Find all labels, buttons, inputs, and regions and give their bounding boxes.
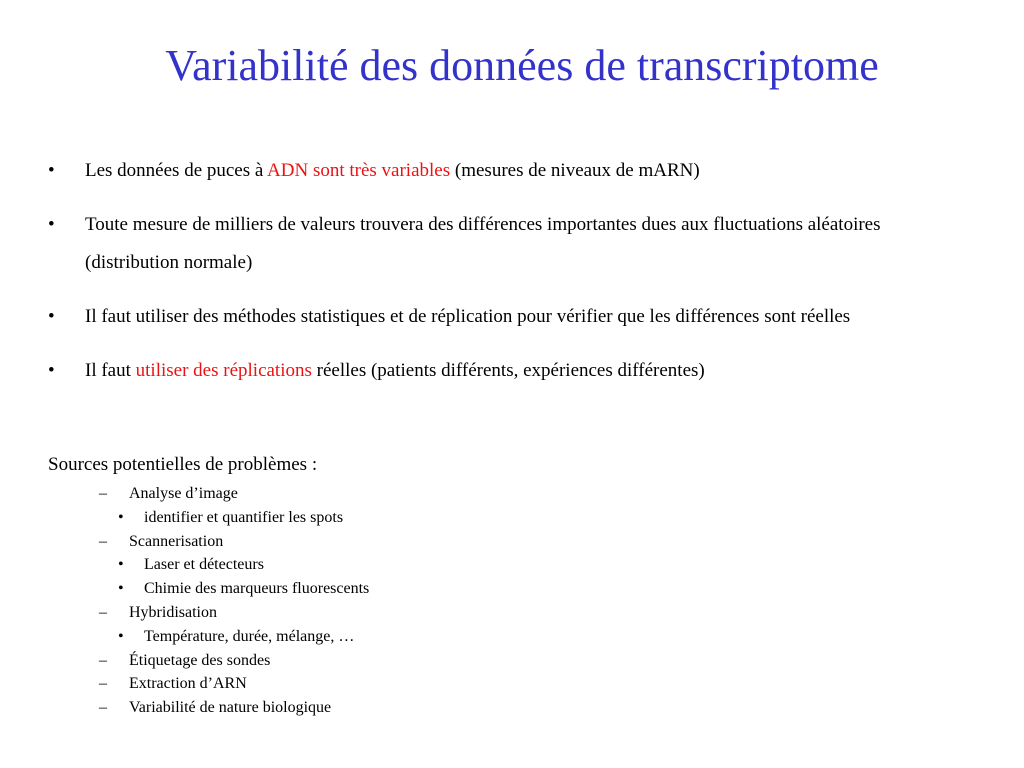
- bullet-dot-icon: •: [48, 160, 55, 181]
- bullet-text: Il faut utiliser des méthodes statistiques et de réplication pour vérifier que les différences sont réelles: [85, 306, 851, 327]
- bullet-dot-icon: •: [118, 627, 124, 645]
- bullet-highlight: ADN sont très variables: [267, 160, 451, 181]
- bullet-text-after: (mesures de niveaux de mARN): [450, 160, 700, 181]
- bullet-dot-icon: •: [118, 580, 124, 598]
- source-subitem-label: Laser et détecteurs: [144, 556, 264, 574]
- dash-icon: –: [99, 651, 107, 669]
- source-item: [99, 696, 369, 720]
- sources-list: [99, 482, 369, 720]
- source-item: [99, 530, 369, 554]
- source-label: Hybridisation: [129, 603, 217, 621]
- source-label: Extraction d’ARN: [129, 675, 247, 693]
- dash-icon: –: [99, 699, 107, 717]
- source-item: [99, 601, 369, 625]
- source-item: [99, 482, 369, 506]
- source-label: Variabilité de nature biologique: [129, 699, 332, 717]
- source-subitem-label: identifier et quantifier les spots: [144, 508, 344, 526]
- source-label: Étiquetage des sondes: [129, 651, 271, 669]
- sources-heading: Sources potentielles de problèmes :: [48, 454, 318, 475]
- dash-icon: –: [99, 603, 107, 621]
- bullet-item: [48, 298, 968, 336]
- bullet-item: [48, 152, 968, 190]
- bullet-dot-icon: •: [48, 214, 55, 235]
- dash-icon: –: [99, 532, 107, 550]
- bullet-item: [48, 206, 968, 282]
- slide-title: Variabilité des données de transcriptome: [165, 41, 879, 90]
- bullet-dot-icon: •: [118, 508, 124, 526]
- bullet-dot-icon: •: [118, 556, 124, 574]
- bullet-text: Les données de puces à: [85, 160, 268, 181]
- bullet-text: Toute mesure de milliers de valeurs trouvera des différences importantes dues aux fluctuations aléatoires (distribution normale): [85, 214, 881, 273]
- source-item: [99, 672, 369, 696]
- bullet-item: [48, 352, 968, 390]
- bullet-text-after: réelles (patients différents, expériences différentes): [311, 360, 705, 381]
- dash-icon: –: [99, 675, 107, 693]
- source-subitem: [99, 625, 369, 649]
- source-label: Scannerisation: [129, 532, 224, 550]
- bullet-text: Il faut: [85, 360, 136, 381]
- bullet-dot-icon: •: [48, 360, 55, 381]
- source-subitem: [99, 577, 369, 601]
- source-subitem: [99, 506, 369, 530]
- dash-icon: –: [99, 485, 107, 502]
- bullet-highlight: utiliser des réplications: [135, 360, 312, 381]
- source-label: Analyse d’image: [129, 485, 238, 502]
- main-bullet-list: [48, 152, 968, 406]
- bullet-dot-icon: •: [48, 306, 55, 327]
- source-item: [99, 649, 369, 673]
- source-subitem: [99, 553, 369, 577]
- source-subitem-label: Température, durée, mélange, …: [144, 627, 355, 645]
- source-subitem-label: Chimie des marqueurs fluorescents: [144, 580, 370, 598]
